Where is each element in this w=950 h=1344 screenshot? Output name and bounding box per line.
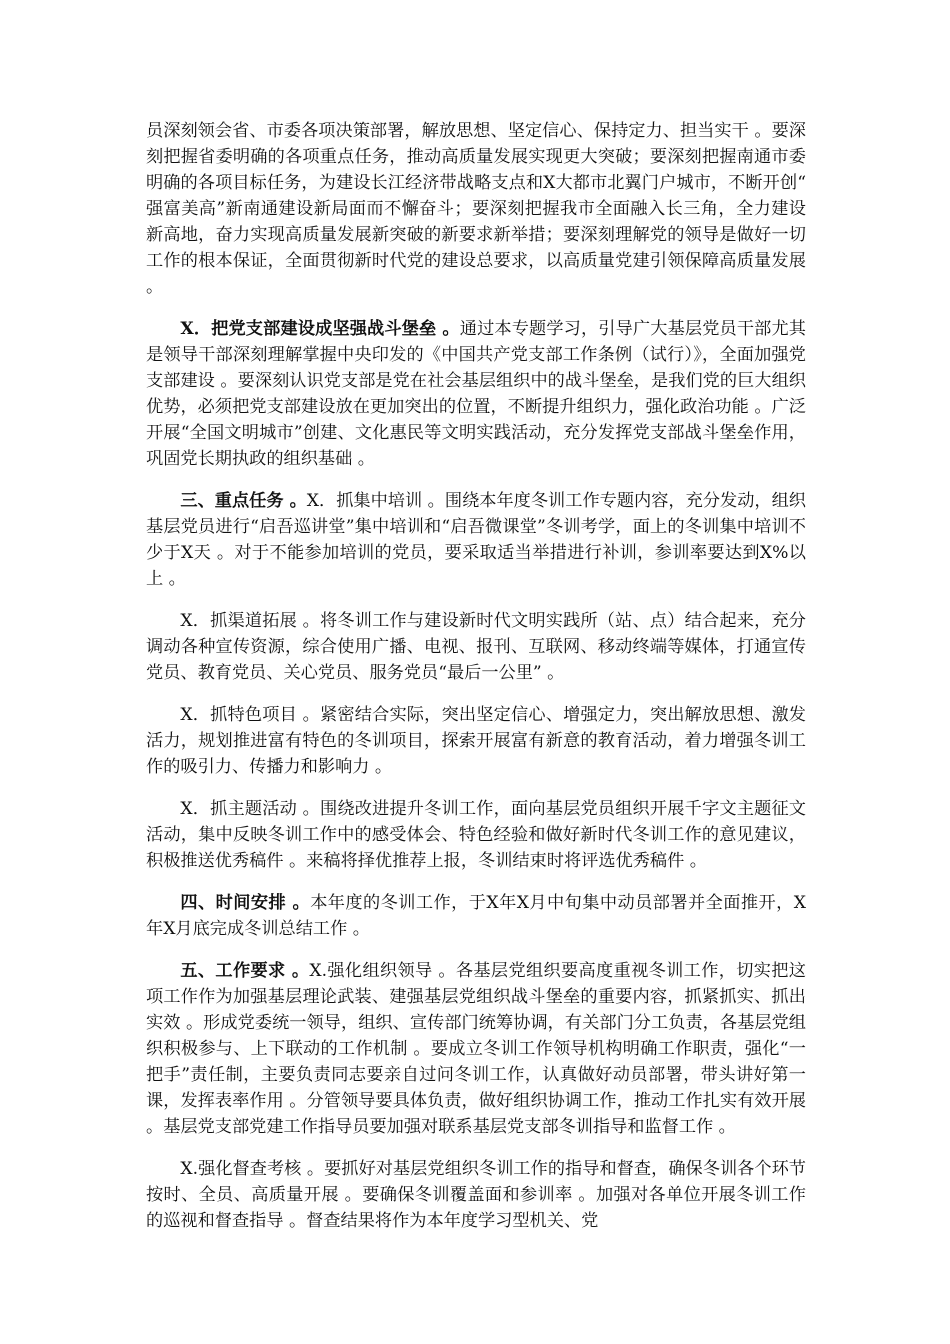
paragraph-3-heading: 三、重点任务 。 [180,491,307,511]
paragraph-5-text: X．抓特色项目 。紧密结合实际，突出坚定信心、增强定力，突出解放思想、激发活力，规划推进富有特色的冬训项目，探索开展富有新意的教育活动，着力增强冬训工作的吸引力、传播力和影响力 。 [146,705,806,777]
paragraph-4 [146,608,806,686]
paragraph-1-text: 员深刻领会省、市委各项决策部署，解放思想、坚定信心、保持定力、担当实干 。要深刻把握省委明确的各项重点任务，推动高质量发展实现更大突破；要深刻把握南通市委明确的各项目标任务，为建设长江经济带战略支点和X大都市北翼门户城市，不断开创“强富美高”新南通建设新局面而不懈奋斗；要深刻把握我市全面融入长三角，全力建设新高地，奋力实现高质量发展新突破的新要求新举措；要深刻理解党的领导是做好一切工作的根本保证，全面贯彻新时代党的建设总要求，以高质量党建引领保障高质量发展 。 [146,121,806,297]
paragraph-4-text: X．抓渠道拓展 。将冬训工作与建设新时代文明实践所（站、点）结合起来，充分调动各种宣传资源，综合使用广播、电视、报刊、互联网、移动终端等媒体，打通宣传党员、教育党员、关心党员、服务党员“最后一公里” 。 [146,611,806,683]
paragraph-8 [146,958,806,1140]
paragraph-7-text: 本年度的冬训工作，于X年X月中旬集中动员部署并全面推开，X年X月底完成冬训总结工作 。 [146,893,806,939]
paragraph-6-text: X．抓主题活动 。围绕改进提升冬训工作，面向基层党员组织开展千字文主题征文活动，集中反映冬训工作中的感受体会、特色经验和做好新时代冬训工作的意见建议，积极推送优秀稿件 。来稿将择优推荐上报，冬训结束时将评选优秀稿件 。 [146,799,806,871]
paragraph-7-heading: 四、时间安排 。 [180,893,311,913]
paragraph-8-text: X.强化组织领导 。各基层党组织要高度重视冬训工作，切实把这项工作作为加强基层理论武装、建强基层党组织战斗堡垒的重要内容，抓紧抓实、抓出实效 。形成党委统一领导，组织、宣传部门统筹协调，有关部门分工负责，各基层党组织积极参与、上下联动的工作机制 。要成立冬训工作领导机构明确工作职责，强化“一把手”责任制，主要负责同志要亲自过问冬训工作，认真做好动员部署，带头讲好第一课，发挥表率作用 。分管领导要具体负责，做好组织协调工作，推动工作扎实有效开展 。基层党支部党建工作指导员要加强对联系基层党支部冬训指导和监督工作 。 [146,961,806,1137]
document-page [146,118,806,1250]
paragraph-1 [146,118,806,300]
paragraph-2 [146,316,806,472]
paragraph-2-heading: X．把党支部建设成坚强战斗堡垒 。 [180,319,460,339]
paragraph-9 [146,1156,806,1234]
paragraph-9-text: X.强化督查考核 。要抓好对基层党组织冬训工作的指导和督查，确保冬训各个环节按时、全员、高质量开展 。要确保冬训覆盖面和参训率 。加强对各单位开展冬训工作的巡视和督查指导 。督查结果将作为本年度学习型机关、党 [146,1159,806,1231]
paragraph-6 [146,796,806,874]
paragraph-8-heading: 五、工作要求 。 [180,961,310,981]
paragraph-3 [146,488,806,592]
paragraph-5 [146,702,806,780]
paragraph-7 [146,890,806,942]
paragraph-2-text: 通过本专题学习，引导广大基层党员干部尤其是领导干部深刻理解掌握中央印发的《中国共产党支部工作条例（试行）》，全面加强党支部建设 。要深刻认识党支部是党在社会基层组织中的战斗堡垒，是我们党的巨大组织优势，必须把党支部建设放在更加突出的位置，不断提升组织力，强化政治功能 。广泛开展“全国文明城市”创建、文化惠民等文明实践活动，充分发挥党支部战斗堡垒作用，巩固党长期执政的组织基础 。 [146,319,806,469]
paragraph-3-text: X．抓集中培训 。围绕本年度冬训工作专题内容，充分发动，组织基层党员进行“启吾巡讲堂”集中培训和“启吾微课堂”冬训考学，面上的冬训集中培训不少于X天 。对于不能参加培训的党员，要采取适当举措进行补训，参训率要达到X%以上 。 [146,491,806,589]
